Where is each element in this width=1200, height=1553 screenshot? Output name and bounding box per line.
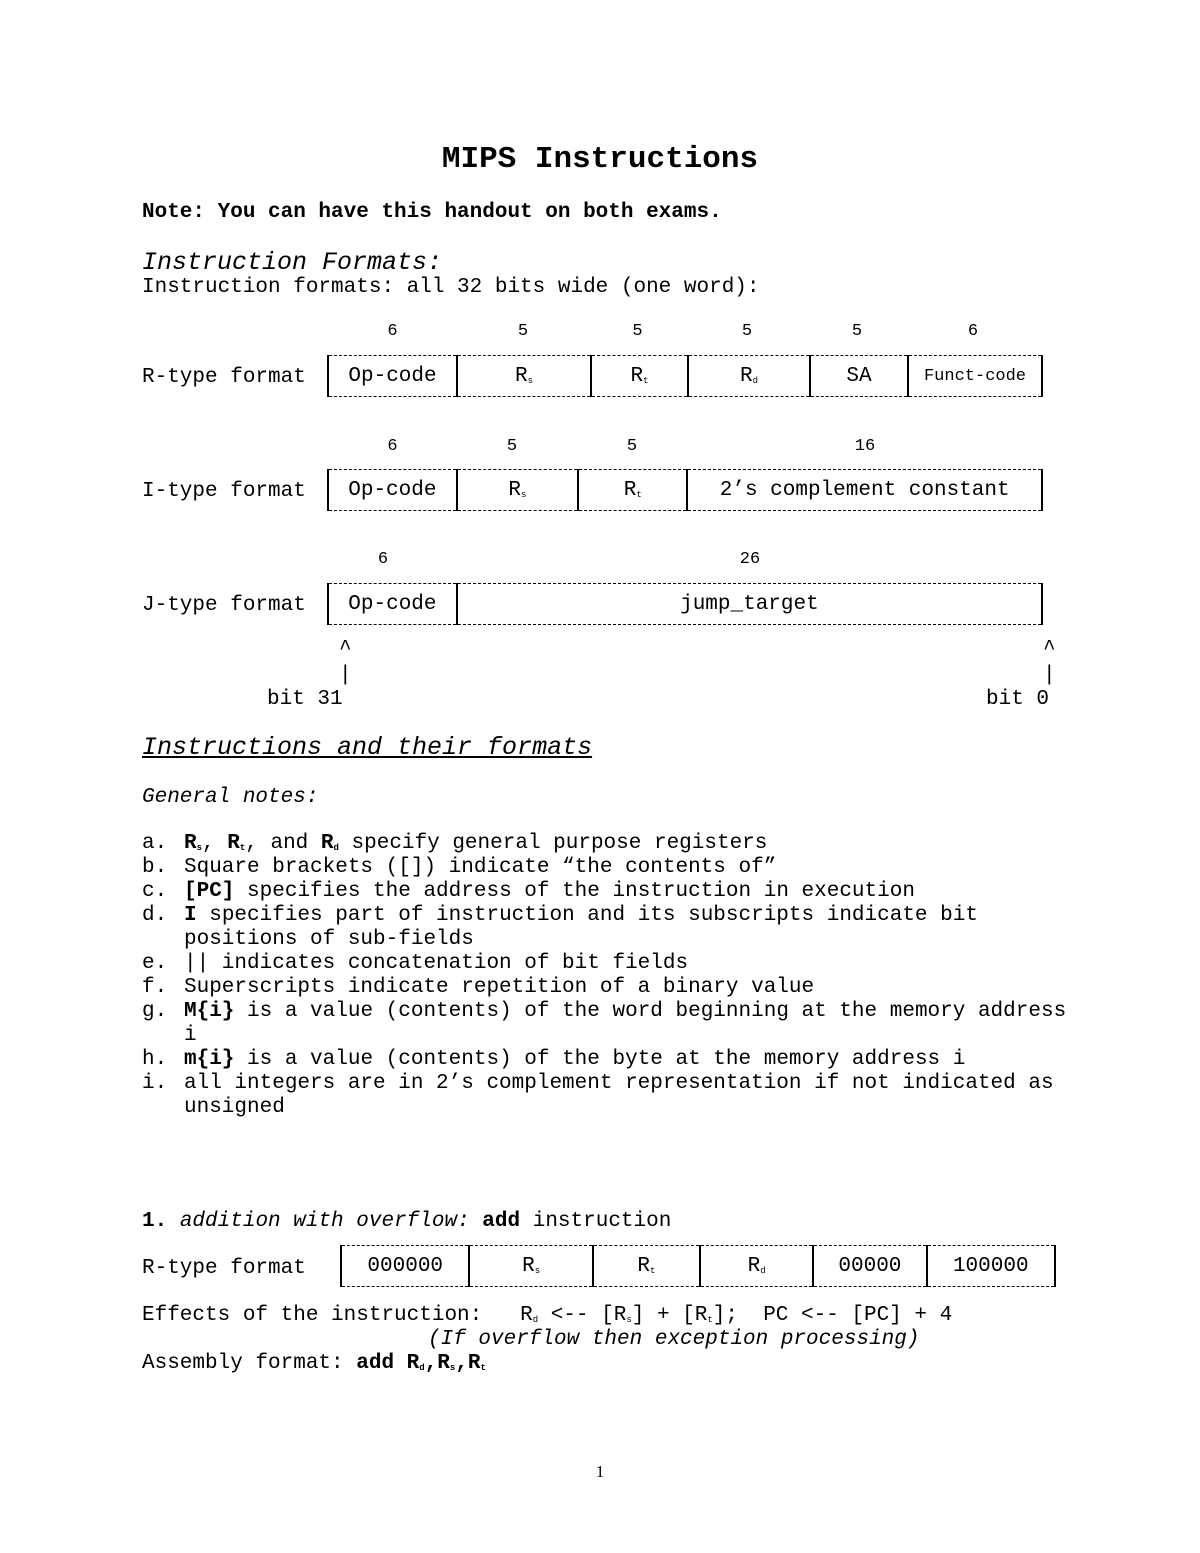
width-label: 26 [739,550,761,569]
list-item: c. [PC] specifies the address of the instruction in execution [142,880,915,903]
bit0-caret: ^ [1043,638,1056,661]
handout-note: Note: You can have this handout on both exams. [142,201,722,224]
field-rs: $R_s$ [457,470,578,511]
bit31-label: bit 31 [267,688,343,711]
instructions-heading: Instructions and their formats [142,733,593,762]
width-label: 6 [967,322,979,341]
bit0-pipe: | [1043,664,1056,687]
add-assembly-format: Assembly format: add $R_d,R_s,R_t$ [142,1352,486,1375]
field-rs: $R_s$ [457,356,591,397]
i-type-format-table [327,469,1043,511]
width-label: 16 [854,437,876,456]
general-notes-heading: General notes: [142,786,319,809]
bit0-label: bit 0 [986,688,1050,711]
formats-heading: Instruction Formats: [142,248,443,277]
width-label: 6 [377,550,389,569]
list-item: i. all integers are in 2’s complement representation if not indicated as unsigned [142,1072,1054,1119]
r-type-format-table [327,355,1043,397]
field-rt: $R_t$ [593,1246,700,1287]
field-rt: $R_t$ [591,356,688,397]
field-jump-target: jump_target [457,584,1042,625]
add-format-table [340,1245,1056,1287]
field-rt: $R_t$ [578,470,687,511]
instruction-1-heading: 1. addition with overflow: add instruction [142,1210,672,1233]
i-type-label: I-type format [142,480,306,503]
list-item: d. I specifies part of instruction and its subscripts indicate bit positions of sub-fields [142,904,978,951]
list-item: e. || indicates concatenation of bit fields [142,952,689,975]
width-label: 5 [626,437,638,456]
field-rd: $R_d$ [688,356,810,397]
list-item: h. m{i} is a value (contents) of the byte at the memory address i [142,1048,966,1071]
field-rd: $R_d$ [700,1246,813,1287]
general-notes-list [142,832,1084,1120]
field-opcode: Op-code [328,470,457,511]
bit31-caret: ^ [339,638,352,661]
field-opcode: 000000 [341,1246,469,1287]
add-overflow-note: (If overflow then exception processing) [428,1328,920,1351]
width-label: 6 [387,322,398,341]
list-item: b. Square brackets ([]) indicate “the contents of” [142,856,777,879]
bit31-pipe: | [339,664,352,687]
add-format-label: R-type format [142,1257,306,1280]
add-effects: Effects of the instruction: $R_d$ <-- $[R_s] + [R_t]$; PC <-- [PC] + 4 [142,1304,953,1327]
field-opcode: Op-code [328,356,457,397]
field-funct: Funct-code [908,356,1042,397]
field-opcode: Op-code [328,584,457,625]
j-type-format-table [327,583,1043,625]
field-sa: SA [810,356,908,397]
width-label: 5 [632,322,643,341]
width-label: 6 [387,437,398,456]
width-label: 5 [517,322,529,341]
formats-intro: Instruction formats: all 32 bits wide (one word): [142,276,760,299]
field-funct: 100000 [927,1246,1055,1287]
j-type-label: J-type format [142,594,306,617]
page-title: MIPS Instructions [441,142,759,177]
page-number: 1 [595,1462,605,1481]
list-item: a. $R_s$, $R_t$, and $R_d$ specify general purpose registers [142,832,768,855]
field-shamt: 00000 [813,1246,926,1287]
r-type-label: R-type format [142,366,306,389]
list-item: g. M{i} is a value (contents) of the word beginning at the memory address i [142,1000,1067,1047]
list-item: f. Superscripts indicate repetition of a binary value [142,976,815,999]
field-rs: $R_s$ [469,1246,592,1287]
field-constant: 2’s complement constant [687,470,1042,511]
width-label: 5 [851,322,863,341]
width-label: 5 [741,322,753,341]
width-label: 5 [506,437,518,456]
